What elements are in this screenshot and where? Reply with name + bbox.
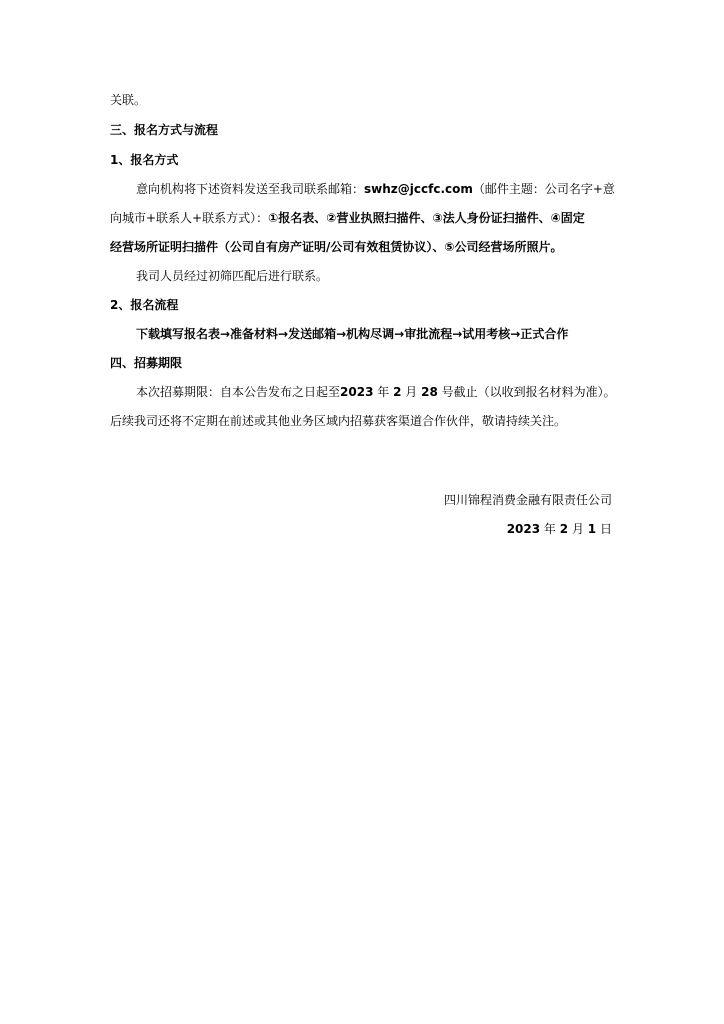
paragraph-deadline (136, 384, 616, 400)
date-month: 2 (559, 522, 569, 536)
materials-list-b: 经营场所证明扫描件（公司自有房产证明/公司有效租赁协议）、⑤公司经营场所照片。 (110, 240, 563, 254)
deadline-year: 2023 (340, 385, 374, 399)
date-text-day: 日 (599, 522, 612, 536)
section-heading-4: 四、招募期限 (110, 356, 183, 370)
deadline-text-end: 号截止（以收到报名材料为准）。 (441, 385, 616, 399)
paragraph-1-line-2 (110, 210, 585, 226)
deadline-text-year: 年 (377, 385, 390, 399)
paragraph-contact-note: 我司人员经过初筛匹配后进行联系。 (136, 269, 329, 283)
subsection-heading-2: 2、报名流程 (110, 298, 179, 312)
date-day: 1 (587, 522, 597, 536)
company-signature: 四川锦程消费金融有限责任公司 (443, 493, 612, 507)
paragraph-1-text-a: 意向机构将下述资料发送至我司联系邮箱： (136, 182, 365, 196)
signature-date (507, 521, 612, 537)
deadline-day: 28 (421, 385, 438, 399)
paragraph-1-line (136, 181, 615, 197)
text-guanlian: 关联。 (110, 93, 147, 107)
paragraph-1-text-b: （邮件主题：公司名字+意 (472, 182, 615, 196)
section-heading-3: 三、报名方式与流程 (110, 123, 219, 137)
deadline-text-month: 月 (405, 385, 418, 399)
date-year: 2023 (506, 522, 541, 536)
materials-list-a: ①报名表、②营业执照扫描件、③法人身份证扫描件、④固定 (268, 211, 585, 225)
flow-steps: 下载填写报名表→准备材料→发送邮箱→机构尽调→审批流程→试用考核→正式合作 (136, 327, 569, 341)
date-text-year: 年 (543, 522, 556, 536)
deadline-text-a: 本次招募期限：自本公告发布之日起至 (136, 385, 341, 399)
contact-email: swhz@jccfc.com (364, 182, 473, 196)
date-text-month: 月 (571, 522, 584, 536)
deadline-month: 2 (393, 385, 402, 399)
paragraph-2-text-a: 向城市+联系人+联系方式）： (110, 211, 269, 225)
subsection-heading-1: 1、报名方式 (110, 153, 179, 167)
paragraph-followup: 后续我司还将不定期在前述或其他业务区域内招募获客渠道合作伙伴，敬请持续关注。 (110, 414, 567, 428)
